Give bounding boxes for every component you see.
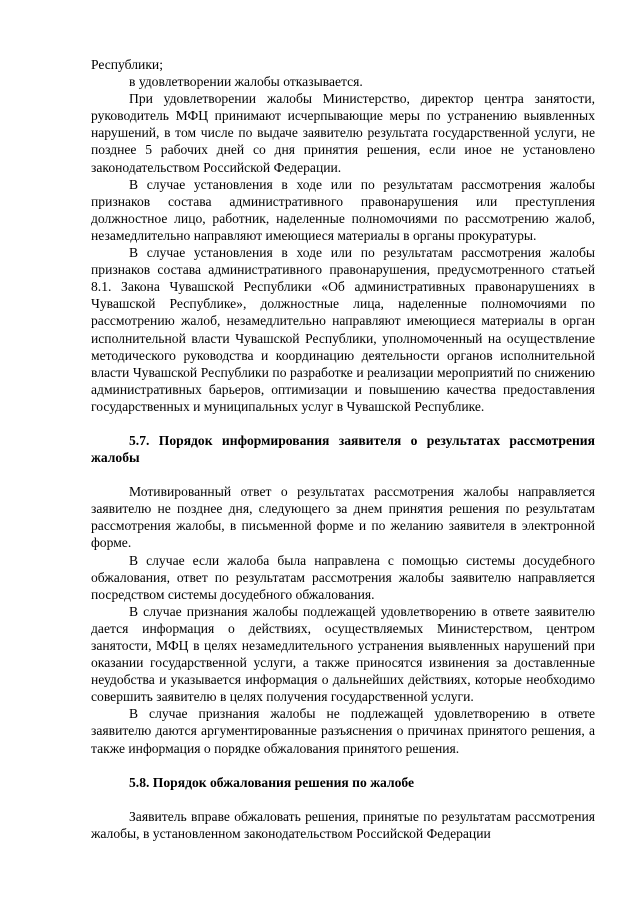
section-heading-5-7: 5.7. Порядок информирования заявителя о результатах рассмотрения жалобы	[91, 432, 595, 466]
paragraph-appeal: Заявитель вправе обжаловать решения, принятые по результатам рассмотрения жалобы, в установленном законодательством Российской Федерации	[91, 808, 595, 841]
paragraph-prosecutor: В случае установления в ходе или по результатам рассмотрения жалобы признаков состава административного правонарушения или преступления должностное лицо, работник, наделенные полномочиями по рассмотрению жалоб, незамедлительно направляют имеющиеся материалы в органы прокуратуры.	[91, 176, 595, 243]
paragraph-satisfaction: При удовлетворении жалобы Министерство, директор центра занятости, руководитель МФЦ принимают исчерпывающие меры по устранению выявленных нарушений, в том числе по выдаче заявителю результата государственной услуги, не позднее 5 рабочих дней со дня принятия решения, если иное не установлено законодательством Российской Федерации.	[91, 91, 595, 175]
paragraph-continuation: Республики;	[91, 57, 163, 72]
paragraph-complaint-rejected: В случае признания жалобы не подлежащей удовлетворению в ответе заявителю даются аргументированные разъяснения о причинах принятого решения, а также информация о порядке обжалования принятого решения.	[91, 706, 595, 756]
spacer	[91, 415, 595, 432]
paragraph-refusal: в удовлетворении жалобы отказывается.	[129, 74, 363, 90]
paragraph-pretrial-system: В случае если жалоба была направлена с помощью системы досудебного обжалования, ответ по результатам рассмотрения жалобы заявителю направляется посредством системы досудебного обжалования.	[91, 552, 595, 602]
spacer	[91, 757, 595, 774]
spacer	[91, 466, 595, 483]
paragraph-motivated-answer: Мотивированный ответ о результатах рассмотрения жалобы направляется заявителю не позднее дня, следующего за днем принятия решения по результатам рассмотрения жалобы, в письменной форме и по желанию заявителя в электронной форме.	[91, 484, 595, 551]
section-heading-5-8: 5.8. Порядок обжалования решения по жалобе	[129, 774, 415, 790]
paragraph-administrative-offence: В случае установления в ходе или по результатам рассмотрения жалобы признаков состава административного правонарушения, предусмотренного статьей 8.1. Закона Чувашской Республики «Об административных правонарушениях в Чувашской Республике», должностные лица, наделенные полномочиями по рассмотрению жалоб, незамедлительно направляют имеющиеся материалы в орган исполнительной власти Чувашской Республики, уполномоченный на осуществление методического руководства и координацию деятельности органов исполнительной власти Чувашской Республики по разработке и реализации мероприятий по снижению административных барьеров, оптимизации и повышению качества предоставления государственных и муниципальных услуг в Чувашской Республике.	[91, 245, 595, 414]
spacer	[91, 791, 595, 808]
document-page	[91, 56, 595, 842]
paragraph-complaint-satisfied: В случае признания жалобы подлежащей удовлетворению в ответе заявителю дается информация о действиях, осуществляемых Министерством, центром занятости, МФЦ в целях незамедлительного устранения выявленных нарушений при оказании государственной услуги, а также приносятся извинения за доставленные неудобства и указывается информация о дальнейших действиях, которые необходимо совершить заявителю в целях получения государственной услуги.	[91, 603, 595, 705]
